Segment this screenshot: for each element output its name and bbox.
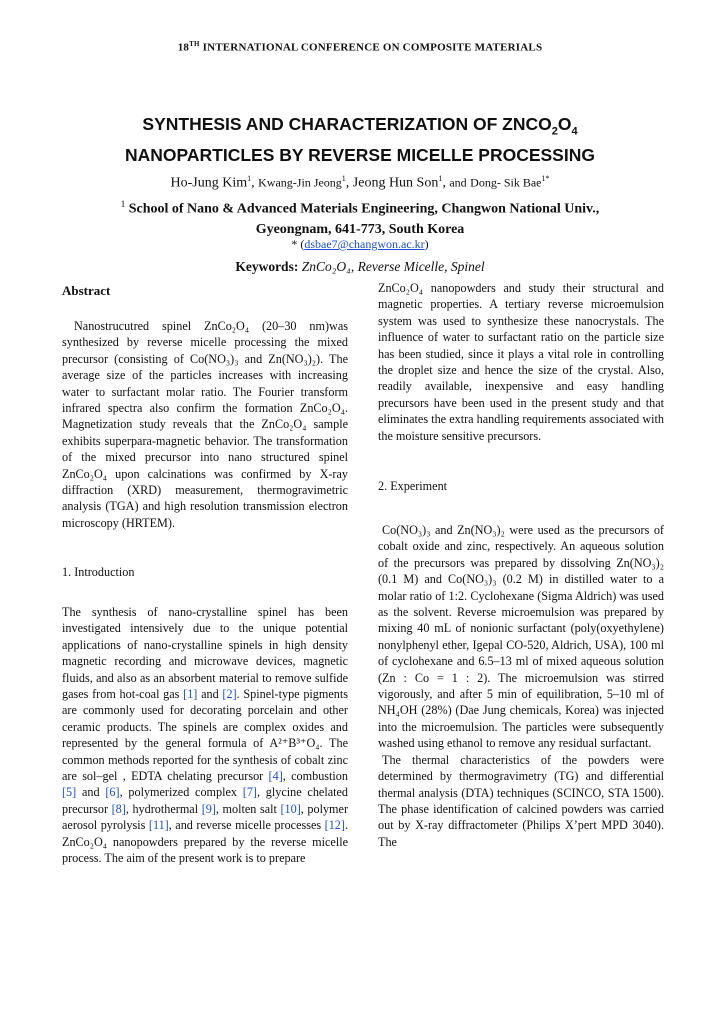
citation-link[interactable]: [1]	[183, 687, 198, 702]
citation-link[interactable]: [12]	[324, 818, 345, 833]
introduction-body: The synthesis of nano-crystalline spinel has been investigated intensively due to the unique potential applications of nano-crystalline spinels in high density magnetic recording and microwave devices, magnetic fluids, and also as an absorbent material to remove sulfide gases from hot-coal gas [1] and [2]. Spinel-type pigments are commonly used for decorating porcelain and other ceramic products. The spinels are complex oxides and represented by the general formula of A²⁺B³⁺O₄. The common methods reported for the synthesis of cobalt zinc are sol–gel , EDTA chelating precursor [4], combustion [5] and [6], polymerized complex [7], glycine chelated precursor [8], hydrothermal [9], molten salt [10], polymer aerosol pyrolysis [11], and reverse micelle processes [12]. ZnCo₂O₄ nanopowders prepared by the reverse micelle process. The aim of the present work is to prepare	[62, 605, 349, 866]
citation-link[interactable]: [11]	[148, 818, 169, 833]
section-experiment-heading: 2. Experiment	[378, 479, 448, 493]
email-link[interactable]: dsbae7@changwon.ac.kr	[304, 237, 425, 251]
citation-link[interactable]: [6]	[105, 785, 120, 800]
section-introduction-heading: 1. Introduction	[62, 565, 135, 579]
abstract-body: Nanostrucutred spinel ZnCo₂O₄ (20–30 nm)was synthesized by reverse micelle processing the mixed precursor (consisting of Co(NO₃)₃ and Zn(NO₃)₂). The average size of the particles increases with increasing water to surfactant molar ratio. The Fourier transform infrared spectra also confirm the formation ZnCo₂O₄. Magnetization study reveals that the ZnCo₂O₄ sample exhibits superpara-magnetic behavior. The transformation of the mixed precursor into nano structured spinel ZnCo₂O₄ upon calcinations was confirmed by X-ray diffraction (XRD) measurement, thermogravimetric analysis (TGA) and high resolution transmission electron microscopy (HRTEM).	[62, 319, 348, 530]
conference-header: 18TH INTERNATIONAL CONFERENCE ON COMPOSITE MATERIALS	[177, 40, 543, 54]
citation-link[interactable]: [2]	[222, 687, 237, 702]
citation-link[interactable]: [8]	[111, 801, 126, 816]
citation-link[interactable]: [4]	[268, 769, 283, 784]
affiliation: $^1$ School of Nano & Advanced Materials Engineering, Changwon National Univ., Gyeongnam, 641-773, South Korea	[120, 199, 600, 237]
corresponding-email: * (dsbae7@changwon.ac.kr)	[291, 237, 429, 251]
citation-link[interactable]: [5]	[62, 785, 77, 800]
citation-link[interactable]: [10]	[280, 801, 301, 816]
abstract-heading: Abstract	[62, 283, 111, 298]
citation-link[interactable]: [9]	[201, 801, 216, 816]
introduction-continued: ZnCo₂O₄ nanopowders and study their structural and magnetic properties. A tertiary reverse microemulsion system was used to synthesize these nanocrystals. The influence of water to surfactant ratio on the particle size has been studied, since it plays a vital role in controlling the droplet size and hence the size of the crystal. Also, readily available, inexpensive and easy handling precursors have been used in the present study and that eliminates the extra handling requirements associated with the moisture sensitive precursors.	[378, 281, 664, 443]
paper-title: SYNTHESIS AND CHARACTERIZATION OF $ZNCO_2O_4$ NANOPARTICLES BY REVERSE MICELLE PROCESSING	[125, 114, 595, 165]
citation-link[interactable]: [7]	[242, 785, 257, 800]
keywords: Keywords: ZnCo₂O₄, Reverse Micelle, Spinel	[235, 259, 485, 274]
author-list: Ho-Jung Kim$^1$, Kwang-Jin Jeong$^1$, Jeong Hun Son$^1$, and Dong- Sik Bae$^{1*}$	[170, 174, 550, 191]
experiment-body: Co(NO₃)₃ and Zn(NO₃)₂ were used as the precursors of cobalt oxide and zinc, respectively. An aqueous solution of the precursors was prepared by dissolving Zn(NO₃)₂ (0.1 M) and Co(NO₃)₃ (0.2 M) in distilled water to a molar ratio of 1:2. Cyclohexane (Sigma Aldrich) was used as the solvent. Reverse microemulsion was prepared by mixing 40 mL of nonionic surfactant (poly(oxyethylene) nonylphenyl ether, Igepal CO-520, Aldrich, USA), 100 ml of cyclohexane and 6.5–13 ml of mixed aqueous solution (Zn : Co = 1 : 2). The microemulsion was stirred vigorously, and after 5 min of equilibration, 5–10 ml of NH₄OH (28%) (Dae Jung chemicals, Korea) was injected into the microemulsion. The particles were subsequently washed using ethanol to remove any residual surfactant. The thermal characteristics of the powders were determined by thermogravimetry (TG) and differential thermal analysis (DTA) techniques (SCINCO, STA 1500). The phase identification of calcined powders was carried out by X-ray diffractometer (Philips X’pert MPD 3040). The	[378, 523, 664, 849]
